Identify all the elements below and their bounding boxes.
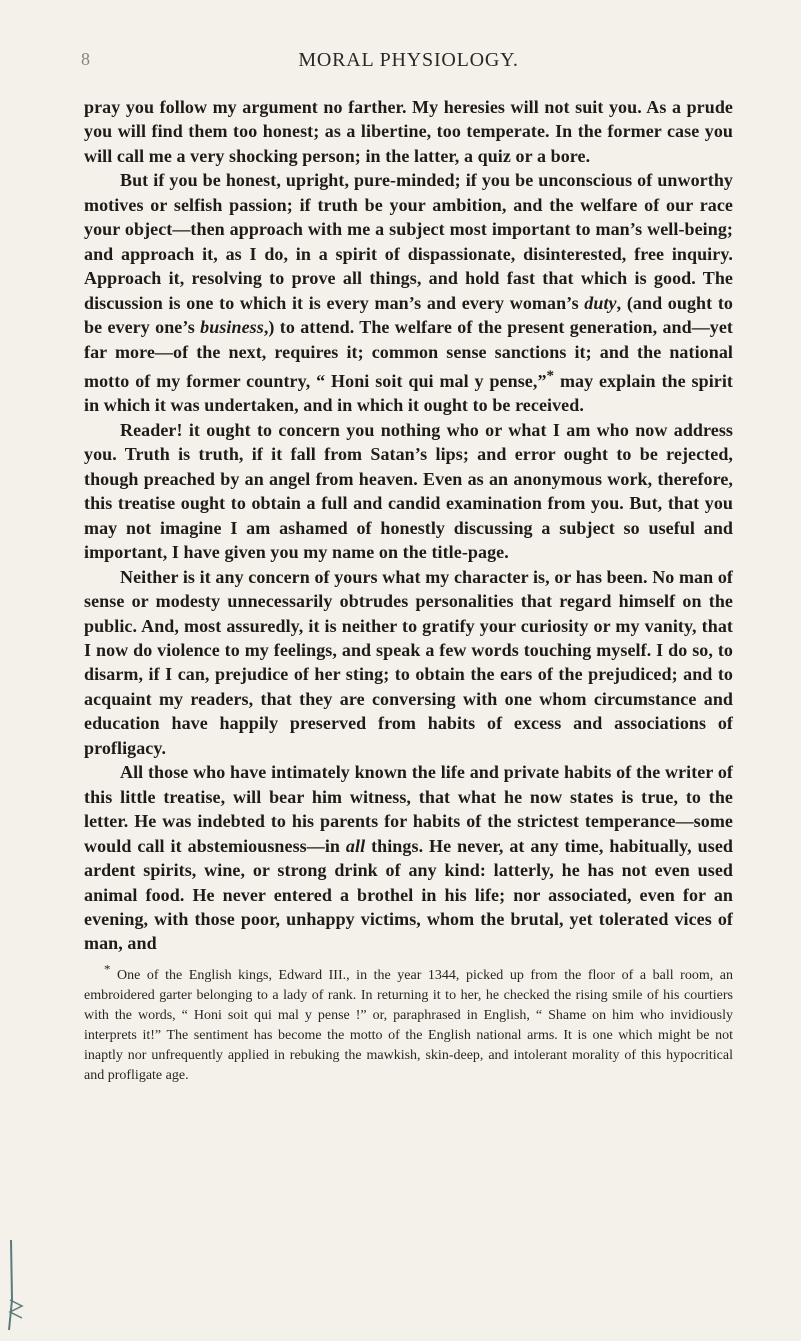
page-number: 8 [81, 49, 91, 69]
italic-text: all [345, 835, 366, 856]
text-run: , (and ought to be every one’s [84, 292, 733, 338]
text-run: ,) to attend. The welfare of the present generation, and—yet far more—of the next, requires it; common sense sanctions it; and the national motto of my former country, “ Honi soit qui mal y pense,” [84, 317, 734, 391]
page-header [81, 49, 733, 79]
footnote-mark: * [104, 961, 111, 977]
body-paragraph [84, 418, 733, 565]
edge-mark-line [9, 1240, 12, 1330]
text-run: But if you be honest, upright, pure-minded; if you be unconscious of unworthy motives or selfish passion; if truth be your ambition, and the welfare of our race your object—then approach with me a subject most important to man’s well-being; and approach it, as I do, in a spirit of dispassionate, disinterested, free inquiry. Approach it, resolving to prove all things, and hold fast that which is good. The discussion is one to which it is every man’s and every woman’s [84, 170, 733, 313]
text-run: may explain the spirit in which it was undertaken, and in which it ought to be received. [84, 370, 733, 416]
body-paragraph [84, 168, 733, 418]
italic-text: duty [584, 292, 617, 313]
italic-text: business [200, 317, 264, 338]
book-page [81, 49, 734, 1314]
footnote-text: One of the English kings, Edward III., in the year 1344, picked up from the floor of a ball room, an embroidered garter belonging to a lady of rank. In returning it to her, he checked the rising smile of his courtiers with the words, “ Honi soit qui mal y pense !” or, paraphrased in English, “ Shame on him who invidiously interprets it!” The sentiment has become the motto of the English national arms. It is one which might be not inaptly nor unfrequently applied in rebuking the mawkish, skin-deep, and intolerant morality of this hypocritical and profligate age. [84, 967, 733, 1083]
main-text [84, 95, 733, 956]
footnote [84, 961, 733, 1086]
footnote-reference: * [546, 367, 555, 384]
body-paragraph [84, 760, 733, 956]
text-run: Neither is it any concern of yours what my character is, or has been. No man of sense or modesty unnecessarily obtrudes personalities that regard himself on the public. And, most assuredly, it is neither to gratify your curiosity or my vanity, that I now do violence to my feelings, and speak a few words touching myself. I do so, to disarm, if I can, prejudice of her sting; to obtain the ears of the prejudiced; and to acquaint my readers, that they are conversing with one whom circumstance and education have happily preserved from habits of excess and associations of profligacy. [84, 566, 733, 758]
running-title: MORAL PHYSIOLOGY. [298, 49, 519, 71]
binding-edge-mark [6, 1240, 26, 1330]
text-run: Reader! it ought to concern you nothing who or what I am who now address you. Truth is truth, if it fall from Satan’s lips; and error ought to be rejected, though preached by an angel from heaven. Even as an anonymous work, therefore, this treatise ought to obtain a full and candid examination from you. But, that you may not imagine I am ashamed of honestly discussing a subject so useful and important, I have given you my name on the title-page. [84, 419, 733, 563]
footnote-paragraph [84, 961, 733, 1086]
text-run: All those who have intimately known the life and private habits of the writer of this little treatise, will bear him witness, that what he now states is true, to the letter. He was indebted to his parents for habits of the strictest temperance—some would call it abstemiousness—in [84, 762, 733, 856]
body-paragraph [84, 95, 733, 168]
text-run: things. He never, at any time, habitually, used ardent spirits, wine, or strong drink of any kind: latterly, he has not even used animal food. He never entered a brothel in his life; nor associated, even for an evening, with those poor, unhappy victims, whom the brutal, yet tolerated vices of man, and [84, 835, 733, 954]
body-paragraph [84, 565, 733, 761]
text-run: pray you follow my argument no farther. My heresies will not suit you. As a prude you will find them too honest; as a libertine, too temperate. In the former case you will call me a very shocking person; in the latter, a quiz or a bore. [84, 97, 733, 166]
